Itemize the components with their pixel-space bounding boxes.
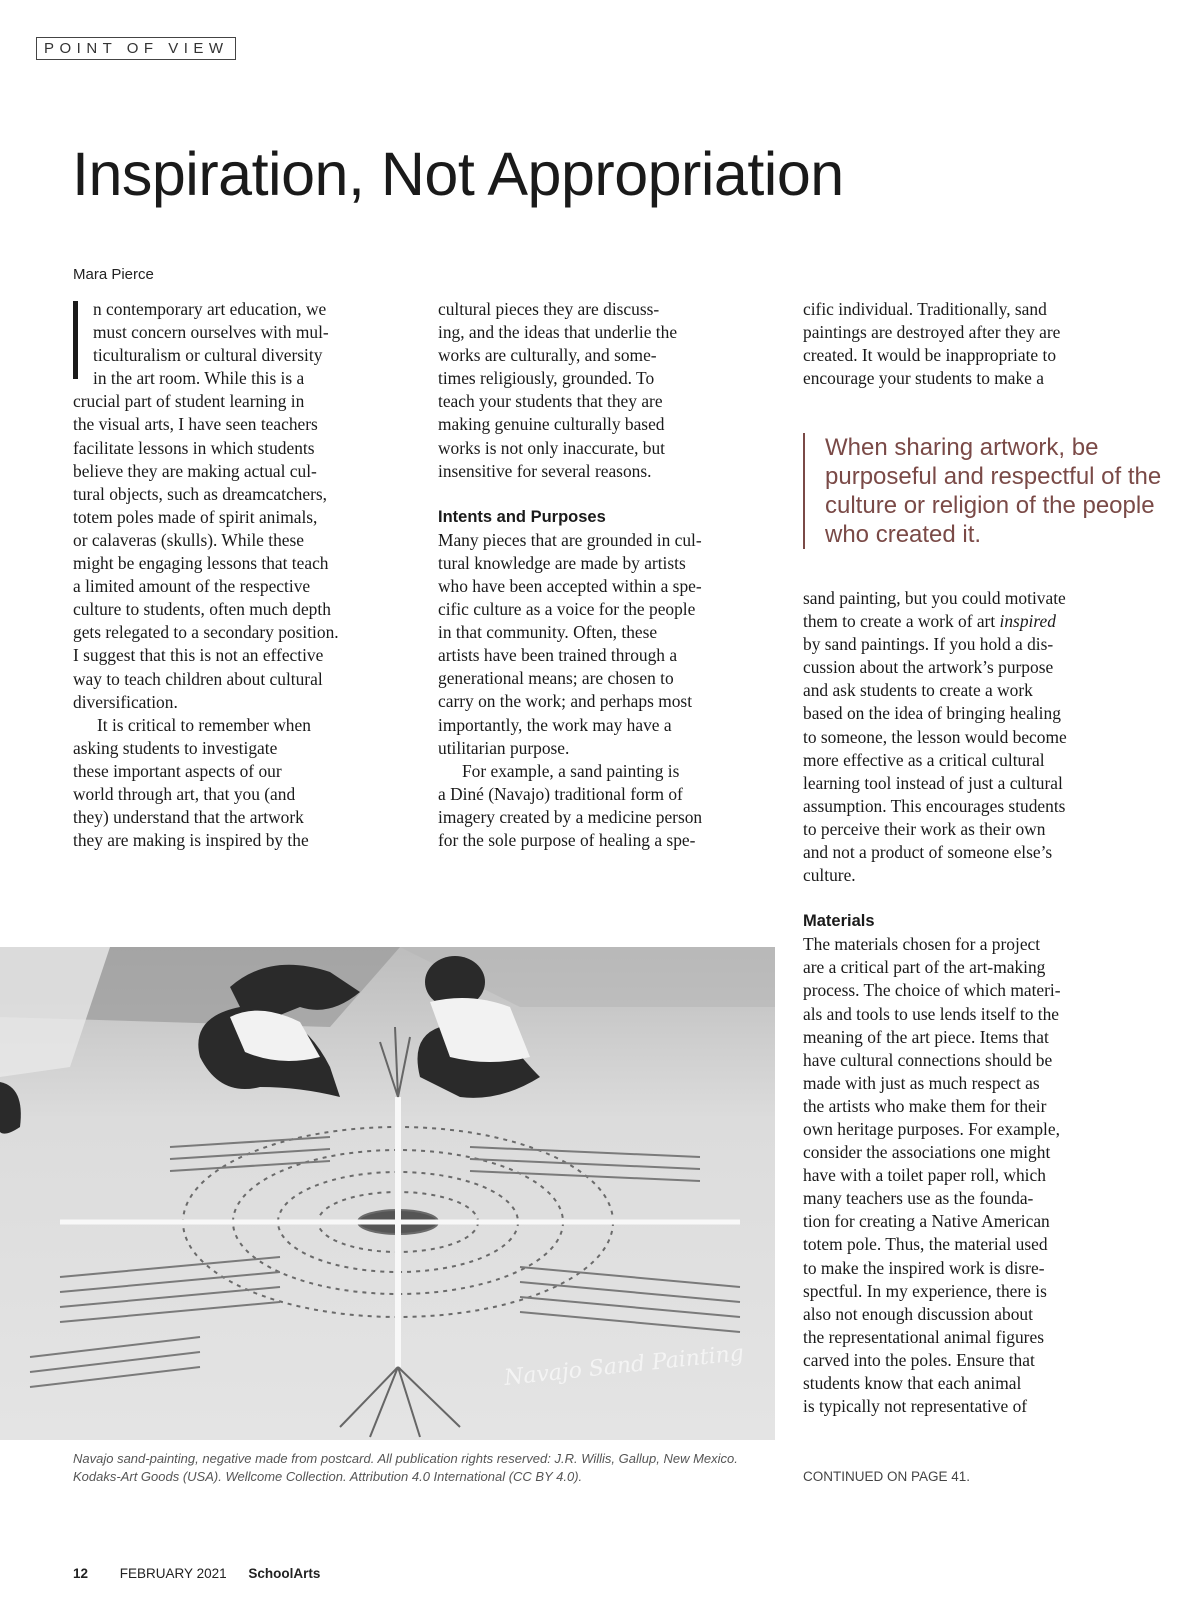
text-line: also not enough discussion about <box>803 1303 1033 1324</box>
text-line: based on the idea of bringing healing <box>803 703 1061 724</box>
text-line: a Diné (Navajo) traditional form of <box>438 783 683 804</box>
text-line: tural knowledge are made by artists <box>438 552 686 573</box>
text-line: students know that each animal <box>803 1373 1022 1393</box>
text-line: totem pole. Thus, the material used <box>803 1234 1048 1255</box>
text-line: culture. <box>803 865 856 886</box>
text-line: meaning of the art piece. Items that <box>803 1026 1049 1047</box>
text-line: crucial part of student learning in <box>73 391 305 412</box>
text-line: and ask students to create a work <box>803 680 1033 701</box>
text-line: carved into the poles. Ensure that <box>803 1349 1035 1370</box>
article-column-3-top <box>803 298 1143 390</box>
text-line: ticulturalism or cultural diversity <box>93 345 323 366</box>
text-line: have with a toilet paper roll, which <box>803 1165 1046 1186</box>
text-line: als and tools to use lends itself to the <box>803 1003 1059 1024</box>
article-column-3-bottom <box>803 587 1143 1418</box>
article-title: Inspiration, Not Appropriation <box>72 140 844 208</box>
photo-caption: Navajo sand-painting, negative made from postcard. All publication rights reserved: J.R. Willis, Gallup, New Mexico. Kodaks-Art Goods (USA). Wellcome Collection. Attribution 4.0 International (CC BY 4.0). <box>73 1451 738 1484</box>
text-line: many teachers use as the founda- <box>803 1188 1034 1209</box>
text-line: artists have been trained through a <box>438 645 678 666</box>
text-line: a limited amount of the respective <box>73 576 311 597</box>
text-line: learning tool instead of just a cultural <box>803 772 1063 793</box>
text-line: might be engaging lessons that teach <box>73 553 329 574</box>
text-line: totem poles made of spirit animals, <box>73 506 318 527</box>
text-line: utilitarian purpose. <box>438 737 570 758</box>
text-line: way to teach children about cultural <box>73 668 323 689</box>
text-line: process. The choice of which materi- <box>803 980 1061 1001</box>
text-line: ing, and the ideas that underlie the <box>438 322 678 343</box>
text-line: by sand paintings. If you hold a dis- <box>803 634 1054 655</box>
text-line: cultural pieces they are discuss- <box>438 299 660 319</box>
text-line: encourage your students to make a <box>803 368 1044 389</box>
text-line: made with just as much respect as <box>803 1072 1040 1093</box>
text-line: For example, a sand painting is <box>462 760 680 781</box>
text-line: they are making is inspired by the <box>73 830 309 851</box>
text-line: teach your students that they are <box>438 391 663 412</box>
text-line: culture to students, often much depth <box>73 599 331 620</box>
text-line: tural objects, such as dreamcatchers, <box>73 483 327 504</box>
text-line: importantly, the work may have a <box>438 714 672 735</box>
text-line: Many pieces that are grounded in cul- <box>438 529 702 550</box>
text-line: insensitive for several reasons. <box>438 460 652 481</box>
text-line: the representational animal figures <box>803 1326 1044 1347</box>
photo-inscription: Navajo Sand Painting <box>503 1340 745 1391</box>
text-line: consider the associations one might <box>803 1142 1051 1163</box>
text-line: these important aspects of our <box>73 760 282 781</box>
text-line: cific individual. Traditionally, sand <box>803 299 1047 319</box>
text-line: assumption. This encourages students <box>803 795 1066 816</box>
text-line: to perceive their work as their own <box>803 818 1046 839</box>
text-line <box>803 610 1143 633</box>
text-line: is typically not representative of <box>803 1396 1028 1417</box>
text-line: believe they are making actual cul- <box>73 460 317 481</box>
text-line: making genuine culturally based <box>438 414 665 435</box>
text-line: more effective as a critical cultural <box>803 749 1045 770</box>
text-line: The materials chosen for a project <box>803 934 1041 955</box>
text-line: who have been accepted within a spe- <box>438 575 702 596</box>
text-line: generational means; are chosen to <box>438 668 674 689</box>
text-line: must concern ourselves with mul- <box>93 322 329 343</box>
article-column-2 <box>438 298 778 852</box>
sand-painting-illustration <box>0 947 775 1440</box>
text-line: to make the inspired work is disre- <box>803 1257 1045 1278</box>
pull-quote: When sharing artwork, be purposeful and respectful of the culture or religion of the people who created it. <box>803 433 1165 549</box>
text-line: asking students to investigate <box>73 737 278 758</box>
text-line: or calaveras (skulls). While these <box>73 529 304 550</box>
page-number: 12 <box>73 1566 89 1581</box>
text-line: to someone, the lesson would become <box>803 726 1067 747</box>
text-line: spectful. In my experience, there is <box>803 1280 1047 1301</box>
text-line: the artists who make them for their <box>803 1095 1047 1116</box>
subhead-materials: Materials <box>803 912 875 931</box>
text-line: works is not only inaccurate, but <box>438 437 665 458</box>
text-line: own heritage purposes. For example, <box>803 1118 1060 1139</box>
emphasis-inspired: inspired <box>999 611 1056 632</box>
text-line: world through art, that you (and <box>73 783 296 804</box>
text-line: cussion about the artwork’s purpose <box>803 657 1054 678</box>
text-line: times religiously, grounded. To <box>438 368 655 389</box>
text-line: carry on the work; and perhaps most <box>438 691 693 712</box>
text-line: have cultural connections should be <box>803 1049 1053 1070</box>
magazine-name: SchoolArts <box>248 1566 321 1581</box>
text-line: sand painting, but you could motivate <box>803 588 1066 608</box>
text-line: cific culture as a voice for the people <box>438 599 696 620</box>
text-line: the visual arts, I have seen teachers <box>73 414 318 435</box>
text-line: and not a product of someone else’s <box>803 842 1053 863</box>
text-line: n contemporary art education, we <box>93 299 327 319</box>
text-line: they) understand that the artwork <box>73 807 304 828</box>
text-line: are a critical part of the art-making <box>803 957 1046 978</box>
text-line: tion for creating a Native American <box>803 1211 1050 1232</box>
sand-painting-photo <box>0 947 775 1440</box>
section-tag: POINT OF VIEW <box>36 37 236 60</box>
text-line: imagery created by a medicine person <box>438 806 703 827</box>
text-fragment: them to create a work of art <box>803 611 1000 632</box>
text-line: in that community. Often, these <box>438 622 658 643</box>
text-line: diversification. <box>73 691 178 712</box>
text-line: in the art room. While this is a <box>93 368 305 389</box>
article-column-1 <box>73 298 413 852</box>
text-line: paintings are destroyed after they are <box>803 322 1061 343</box>
issue-date: FEBRUARY 2021 <box>119 1566 227 1581</box>
page-footer <box>73 1566 320 1581</box>
subhead-intents: Intents and Purposes <box>438 507 606 526</box>
text-line: gets relegated to a secondary position. <box>73 622 339 643</box>
author-byline: Mara Pierce <box>73 266 154 283</box>
text-line: for the sole purpose of healing a spe- <box>438 829 696 850</box>
drop-cap-paragraph <box>73 298 413 390</box>
text-line: facilitate lessons in which students <box>73 437 315 458</box>
drop-cap-letter <box>73 301 78 379</box>
continued-note: CONTINUED ON PAGE 41. <box>803 1469 971 1484</box>
text-line: It is critical to remember when <box>97 714 311 735</box>
text-line: I suggest that this is not an effective <box>73 645 324 666</box>
text-line: works are culturally, and some- <box>438 345 657 366</box>
text-line: created. It would be inappropriate to <box>803 345 1057 366</box>
